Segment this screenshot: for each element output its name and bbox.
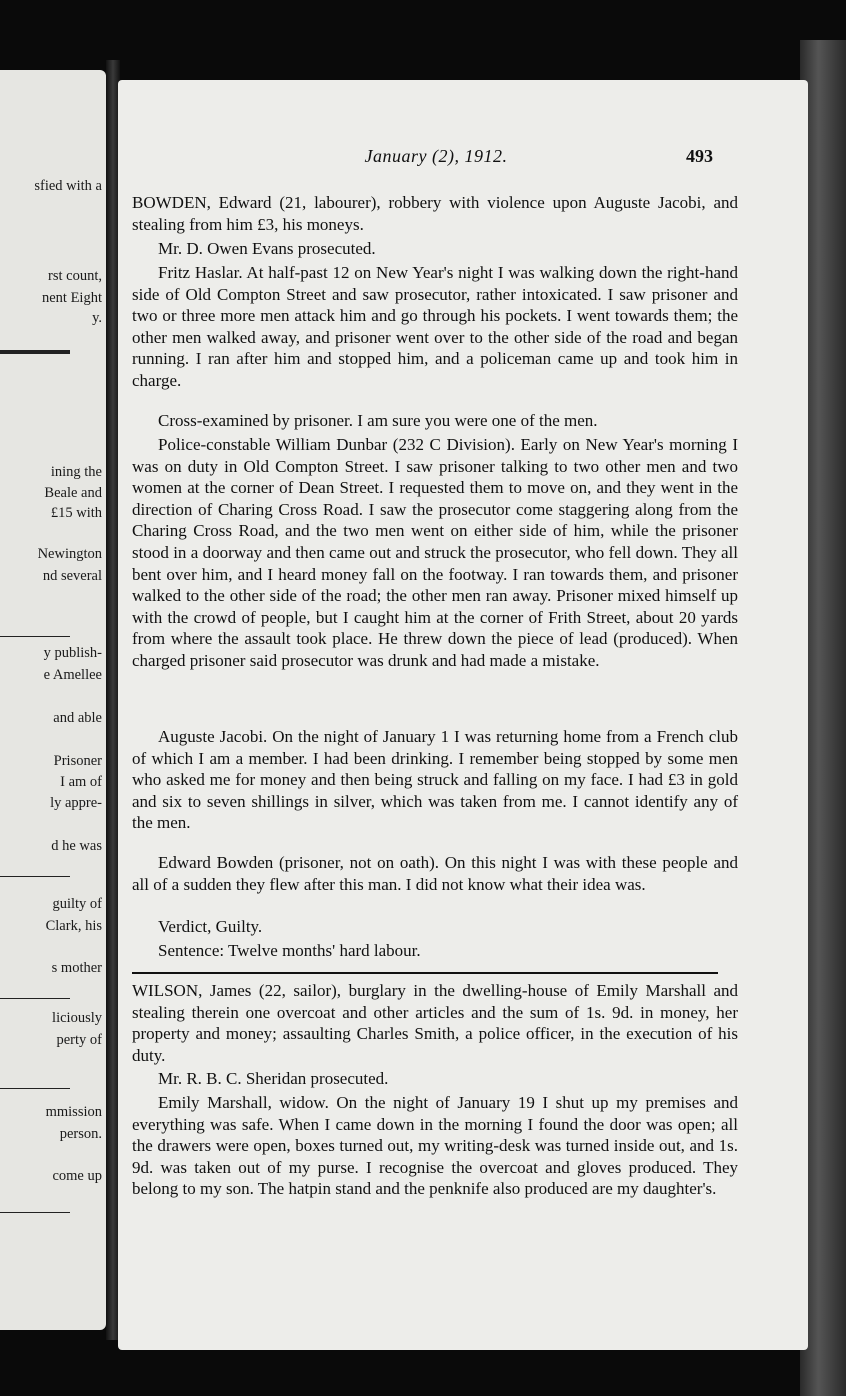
section-divider — [0, 1088, 70, 1089]
left-page-line: ining the — [50, 464, 102, 480]
section-divider — [0, 636, 70, 637]
section-divider — [0, 1212, 70, 1213]
left-page-line: Prisoner — [53, 753, 102, 769]
section-divider — [0, 350, 70, 354]
left-page-line: rst count, — [48, 268, 102, 284]
cross-examination: Cross-examined by prisoner. I am sure you were one of the men. — [158, 411, 598, 430]
left-page-line: and able — [53, 710, 102, 726]
left-page-line: Newington — [37, 546, 102, 562]
left-page-line: s mother — [51, 960, 102, 976]
left-page-line: guilty of — [52, 896, 102, 912]
previous-page — [0, 70, 106, 1330]
case-title: WILSON, James (22, sailor), burglary in the dwelling-house of Emily Marshall and stealing therein one overcoat and other articles and the sum of 1s. 9d. in money, her property and money; assaulting Charles Smith, a police officer, in the execution of his duty. — [132, 981, 738, 1065]
left-page-line: e Amellee — [43, 667, 102, 683]
testimony-paragraph: Fritz Haslar. At half-past 12 on New Year's night I was walking down the right-hand side of Old Compton Street and saw prosecutor, rather intoxicated. I saw prisoner and two or three more men attack him and go through his pockets. I went towards them; the other men walked away, and prisoner went over to the other side of the road and began running. I ran after him and stopped him, and a policeman came up and took him in charge. — [132, 263, 738, 390]
left-page-line: person. — [59, 1126, 102, 1142]
running-header-date: January (2), 1912. — [364, 146, 508, 166]
prosecution-line: Mr. D. Owen Evans prosecuted. — [158, 239, 376, 258]
left-page-line: y. — [92, 310, 102, 326]
case-title: BOWDEN, Edward (21, labourer), robbery with violence upon Auguste Jacobi, and stealing from him £3, his moneys. — [132, 193, 738, 234]
left-page-line: liciously — [52, 1010, 102, 1026]
testimony-paragraph: Auguste Jacobi. On the night of January 1 I was returning home from a French club of which I am a member. I had been drinking. I remember being stopped by some men who asked me for money and then being struck and falling on my face. I had £3 in gold and six to seven shillings in silver, which was taken from me. I cannot identify any of the men. — [132, 727, 738, 833]
left-page-line: mmission — [45, 1104, 102, 1120]
testimony-paragraph: Police-constable William Dunbar (232 C Division). Early on New Year's morning I was on duty in Old Compton Street. I saw prisoner talking to two other men and two women at the corner of Dean Street. I requested them to move on, and they went in the direction of Charing Cross Road. I saw the prosecutor come staggering along from the Charing Cross Road, and the two men went on either side of him, while the prisoner stood in a doorway and then came out and struck the prosecutor, who fell down. They all bent over him, and I heard money fall on the footway. I ran towards them, and prisoner walked to the other side of the road; the other men ran away. Prisoner mixed himself up with the crowd of people, but I caught him at the corner of Frith Street, about 20 yards from where the assault took place. He threw down the piece of lead (produced). When charged prisoner said prosecutor was drunk and had made a mistake. — [132, 435, 738, 670]
left-page-line: d he was — [51, 838, 102, 854]
left-page-line: y publish- — [43, 645, 102, 661]
section-divider — [0, 998, 70, 999]
left-page-line: Beale and — [44, 485, 102, 501]
verdict: Verdict, Guilty. — [158, 917, 263, 936]
left-page-line: perty of — [56, 1032, 102, 1048]
sentence: Sentence: Twelve months' hard labour. — [158, 941, 421, 960]
case-divider — [132, 972, 718, 974]
prosecution-line: Mr. R. B. C. Sheridan prosecuted. — [158, 1069, 389, 1088]
current-page — [118, 80, 808, 1350]
left-page-line: nent Eight — [41, 290, 102, 306]
testimony-paragraph: Emily Marshall, widow. On the night of January 19 I shut up my premises and everything was safe. When I came down in the morning I found the door was open; all the drawers were open, boxes turned out, my writing-desk was turned inside out, and 1s. 9d. was taken out of my purse. I recognise the overcoat and gloves produced. They belong to my son. The hatpin stand and the penknife also produced are my daughter's. — [132, 1093, 738, 1199]
left-page-line: ly appre- — [50, 795, 102, 811]
left-page-line: come up — [52, 1168, 102, 1184]
left-page-line: nd several — [42, 568, 102, 584]
page-number: 493 — [686, 146, 713, 166]
left-page-line: sfied with a — [34, 178, 102, 194]
left-page-line: £15 with — [50, 505, 102, 521]
left-page-line: I am of — [60, 774, 102, 790]
section-divider — [0, 876, 70, 877]
left-page-line: Clark, his — [45, 918, 102, 934]
testimony-paragraph: Edward Bowden (prisoner, not on oath). On this night I was with these people and all of a sudden they flew after this man. I did not know what their idea was. — [132, 853, 738, 894]
